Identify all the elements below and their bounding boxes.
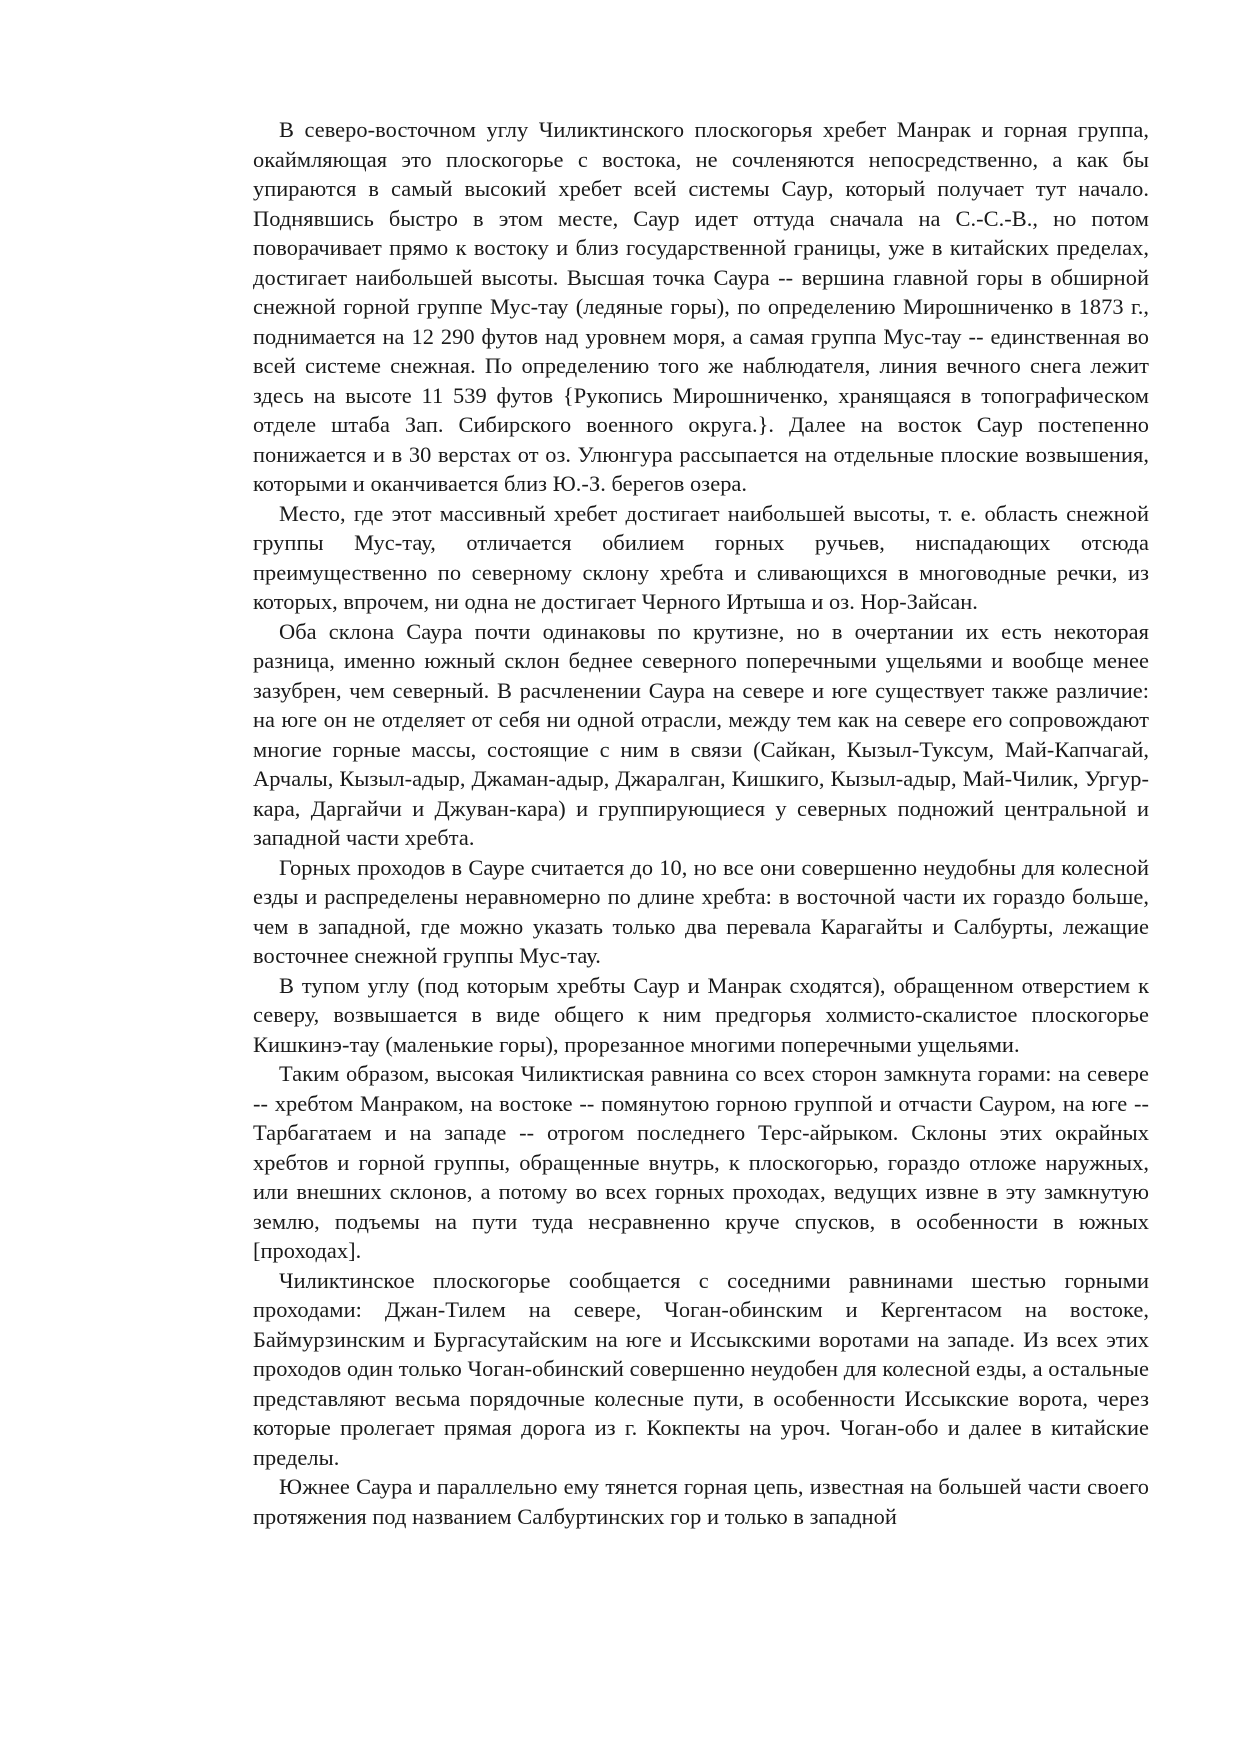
paragraph: Таким образом, высокая Чиликтиская равнина со всех сторон замкнута горами: на севере -- хребтом Манраком, на востоке -- помянутою горною группой и отчасти Сауром, на юге -- Тарбагатаем и на западе -- отрогом последнего Терс-айрыком. Склоны этих окрайных хребтов и горной группы, обращенные внутрь, к плоскогорью, гораздо отложе наружных, или внешних склонов, а потому во всех горных проходах, ведущих извне в эту замкнутую землю, подъемы на пути туда несравненно круче спусков, в особенности в южных [проходах]. <box>253 1061 1149 1263</box>
paragraph: Оба склона Саура почти одинаковы по крутизне, но в очертании их есть некоторая разница, именно южный склон беднее северного поперечными ущельями и вообще менее зазубрен, чем северный. В расчленении Саура на севере и юге существует также различие: на юге он не отделяет от себя ни одной отрасли, между тем как на севере его сопровождают многие горные массы, состоящие с ним в связи (Сайкан, Кызыл-Туксум, Май-Капчагай, Арчалы, Кызыл-адыр, Джаман-адыр, Джаралган, Кишкиго, Кызыл-адыр, Май-Чилик, Ургур-кара, Даргайчи и Джуван-кара) и группирующиеся у северных подножий центральной и западной части хребта. <box>253 618 1149 850</box>
body-text <box>253 115 1149 1531</box>
paragraph: Чиликтинское плоскогорье сообщается с соседними равнинами шестью горными проходами: Джан-Тилем на севере, Чоган-обинским и Кергентасом на востоке, Баймурзинским и Бургасутайским на юге и Иссыкскими воротами на западе. Из всех этих проходов один только Чоган-обинский совершенно неудобен для колесной езды, а остальные представляют весьма порядочные колесные пути, в особенности Иссыкские ворота, через которые пролегает прямая дорога из г. Кокпекты на уроч. Чоган-обо и далее в китайские пределы. <box>253 1267 1149 1470</box>
paragraph: Горных проходов в Сауре считается до 10, но все они совершенно неудобны для колесной езды и распределены неравномерно по длине хребта: в восточной части их гораздо больше, чем в западной, где можно указать только два перевала Карагайты и Салбурты, лежащие восточнее снежной группы Мус-тау. <box>253 854 1149 968</box>
paragraph: Южнее Саура и параллельно ему тянется горная цепь, известная на большей части своего протяжения под названием Салбуртинских гор и только в западной <box>253 1474 1149 1529</box>
paragraph: В северо-восточном углу Чиликтинского плоскогорья хребет Манрак и горная группа, окаймляющая это плоскогорье с востока, не сочленяются непосредственно, а как бы упираются в самый высокий хребет всей системы Саур, который получает тут начало. Поднявшись быстро в этом месте, Саур идет оттуда сначала на С.-С.-В., но потом поворачивает прямо к востоку и близ государственной границы, уже в китайских пределах, достигает наибольшей высоты. Высшая точка Саура -- вершина главной горы в обширной снежной горной группе Мус-тау (ледяные горы), по определению Мирошниченко в 1873 г., поднимается на 12 290 футов над уровнем моря, а самая группа Мус-тау -- единственная во всей системе снежная. По определению того же наблюдателя, линия вечного снега лежит здесь на высоте 11 539 футов {Рукопись Мирошниченко, хранящаяся в топографическом отделе штаба Зап. Сибирского военного округа.}. Далее на восток Саур постепенно понижается и в 30 верстах от оз. Улюнгура рассыпается на отдельные плоские возвышения, которыми и оканчивается близ Ю.-З. берегов озера. <box>253 117 1149 496</box>
paragraph: В тупом углу (под которым хребты Саур и Манрак сходятся), обращенном отверстием к северу, возвышается в виде общего к ним предгорья холмисто-скалистое плоскогорье Кишкинэ-тау (маленькие горы), прорезанное многими поперечными ущельями. <box>253 972 1149 1057</box>
paragraph: Место, где этот массивный хребет достигает наибольшей высоты, т. е. область снежной группы Мус-тау, отличается обилием горных ручьев, ниспадающих отсюда преимущественно по северному склону хребта и сливающихся в многоводные речки, из которых, впрочем, ни одна не достигает Черного Иртыша и оз. Нор-Зайсан. <box>253 500 1149 614</box>
